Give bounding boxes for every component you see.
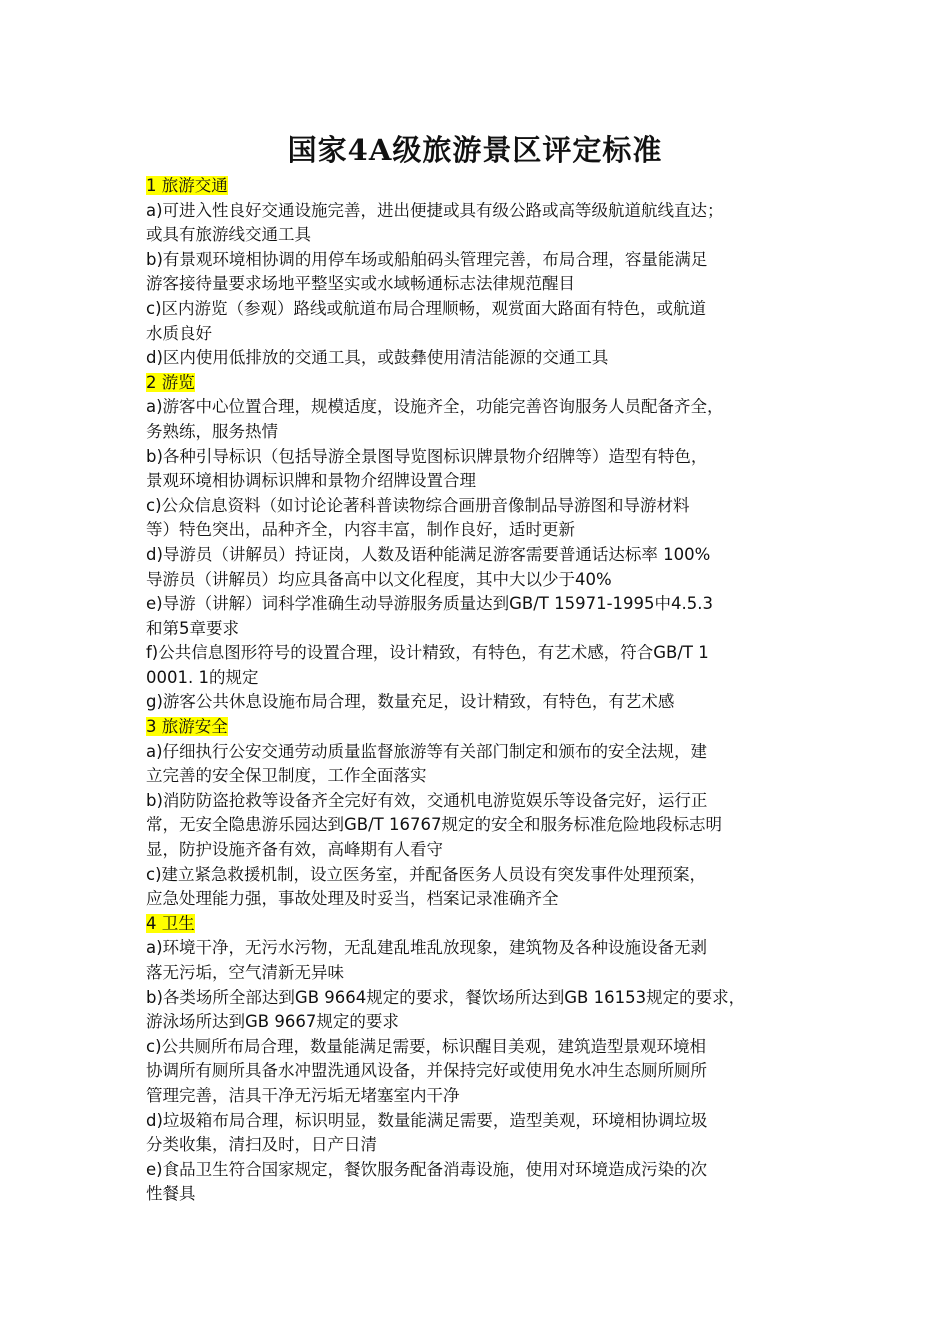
body-line: 常，无安全隐患游乐园达到GB/T 16767规定的安全和服务标准危险地段标志明: [146, 815, 722, 835]
body-line: f)公共信息图形符号的设置合理，设计精致，有特色，有艺术感，符合GB/T 1: [146, 643, 709, 663]
body-line: a)仔细执行公安交通劳动质量监督旅游等有关部门制定和颁布的安全法规，建: [146, 741, 708, 761]
body-line: 落无污垢，空气清新无异味: [146, 963, 344, 982]
body-line: 管理完善，洁具干净无污垢无堵塞室内干净: [146, 1085, 460, 1105]
body-line: e)导游（讲解）词科学准确生动导游服务质量达到GB/T 15971-1995中4.5.3: [146, 594, 713, 614]
section-heading-safety: 3 旅游安全: [146, 717, 228, 737]
body-line: g)游客公共休息设施布局合理，数量充足，设计精致，有特色，有艺术感: [146, 692, 675, 712]
body-line: 协调所有厕所具备水冲盟洗通风设备，并保持完好或使用免水冲生态厕所厕所: [146, 1061, 707, 1081]
body-line: a)游客中心位置合理，规模适度，设施齐全，功能完善咨询服务人员配备齐全，: [146, 397, 724, 417]
body-line: d)区内使用低排放的交通工具，或鼓彝使用清洁能源的交通工具: [146, 348, 609, 368]
body-line: b)各种引导标识（包括导游全景图导览图标识牌景物介绍牌等）造型有特色，: [146, 446, 708, 466]
body-line: 0001. 1的规定: [146, 667, 259, 687]
body-line: b)有景观环境相协调的用停车场或船舶码头管理完善，布局合理，容量能满足: [146, 249, 708, 269]
section-heading-traffic: 1 旅游交通: [146, 176, 228, 195]
body-line: c)公众信息资料（如讨论论著科普读物综合画册音像制品导游图和导游材料: [146, 495, 690, 515]
body-line: b)消防防盗抢救等设备齐全完好有效，交通机电游览娱乐等设备完好，运行正: [146, 790, 708, 810]
section-heading-hygiene: 4 卫生: [146, 913, 195, 933]
section-heading-sightseeing: 2 游览: [146, 372, 195, 392]
body-line: 和第5章要求: [146, 618, 239, 638]
body-line: e)食品卫生符合国家规定，餐饮服务配备消毒设施，使用对环境造成污染的次: [146, 1159, 708, 1179]
body-line: 游泳场所达到GB 9667规定的要求: [146, 1012, 399, 1032]
body-line: 分类收集，清扫及时，日产日清: [146, 1135, 377, 1155]
body-line: 应急处理能力强，事故处理及时妥当，档案记录准确齐全: [146, 889, 559, 909]
body-line: 水质良好: [146, 323, 212, 343]
body-line: c)公共厕所布局合理，数量能满足需要，标识醒目美观，建筑造型景观环境相: [146, 1036, 707, 1056]
body-line: 或具有旅游线交通工具: [146, 225, 311, 245]
body-line: 等）特色突出，品种齐全，内容丰富，制作良好，适时更新: [146, 520, 575, 540]
body-line: a)环境干净，无污水污物，无乱建乱堆乱放现象，建筑物及各种设施设备无剥: [146, 938, 708, 958]
body-line: b)各类场所全部达到GB 9664规定的要求，餐饮场所达到GB 16153规定的要求，: [146, 987, 746, 1007]
body-line: c)区内游览（参观）路线或航道布局合理顺畅，观赏面大路面有特色，或航道: [146, 298, 707, 318]
body-line: d)垃圾箱布局合理，标识明显，数量能满足需要，造型美观，环境相协调垃圾: [146, 1110, 708, 1130]
body-line: 景观环境相协调标识牌和景物介绍牌设置合理: [146, 471, 476, 491]
body-line: a)可进入性良好交通设施完善，进出便捷或具有级公路或高等级航道航线直达；: [146, 200, 724, 220]
body-line: 性餐具: [146, 1184, 196, 1204]
body-line: c)建立紧急救援机制，设立医务室，并配备医务人员设有突发事件处理预案，: [146, 864, 707, 884]
body-line: 显，防护设施齐备有效，高峰期有人看守: [146, 840, 443, 860]
document-title: 国家4A级旅游景区评定标准: [287, 133, 663, 167]
body-line: 游客接待量要求场地平整坚实或水域畅通标志法律规范醒目: [146, 274, 575, 294]
body-line: 立完善的安全保卫制度，工作全面落实: [146, 766, 427, 786]
body-line: d)导游员（讲解员）持证岗，人数及语种能满足游客需要普通话达标率 100%: [146, 544, 711, 564]
body-line: 务熟练，服务热情: [146, 421, 278, 441]
body-line: 导游员（讲解员）均应具备高中以文化程度，其中大以少于40%: [146, 569, 612, 589]
document-body: [146, 174, 826, 1207]
